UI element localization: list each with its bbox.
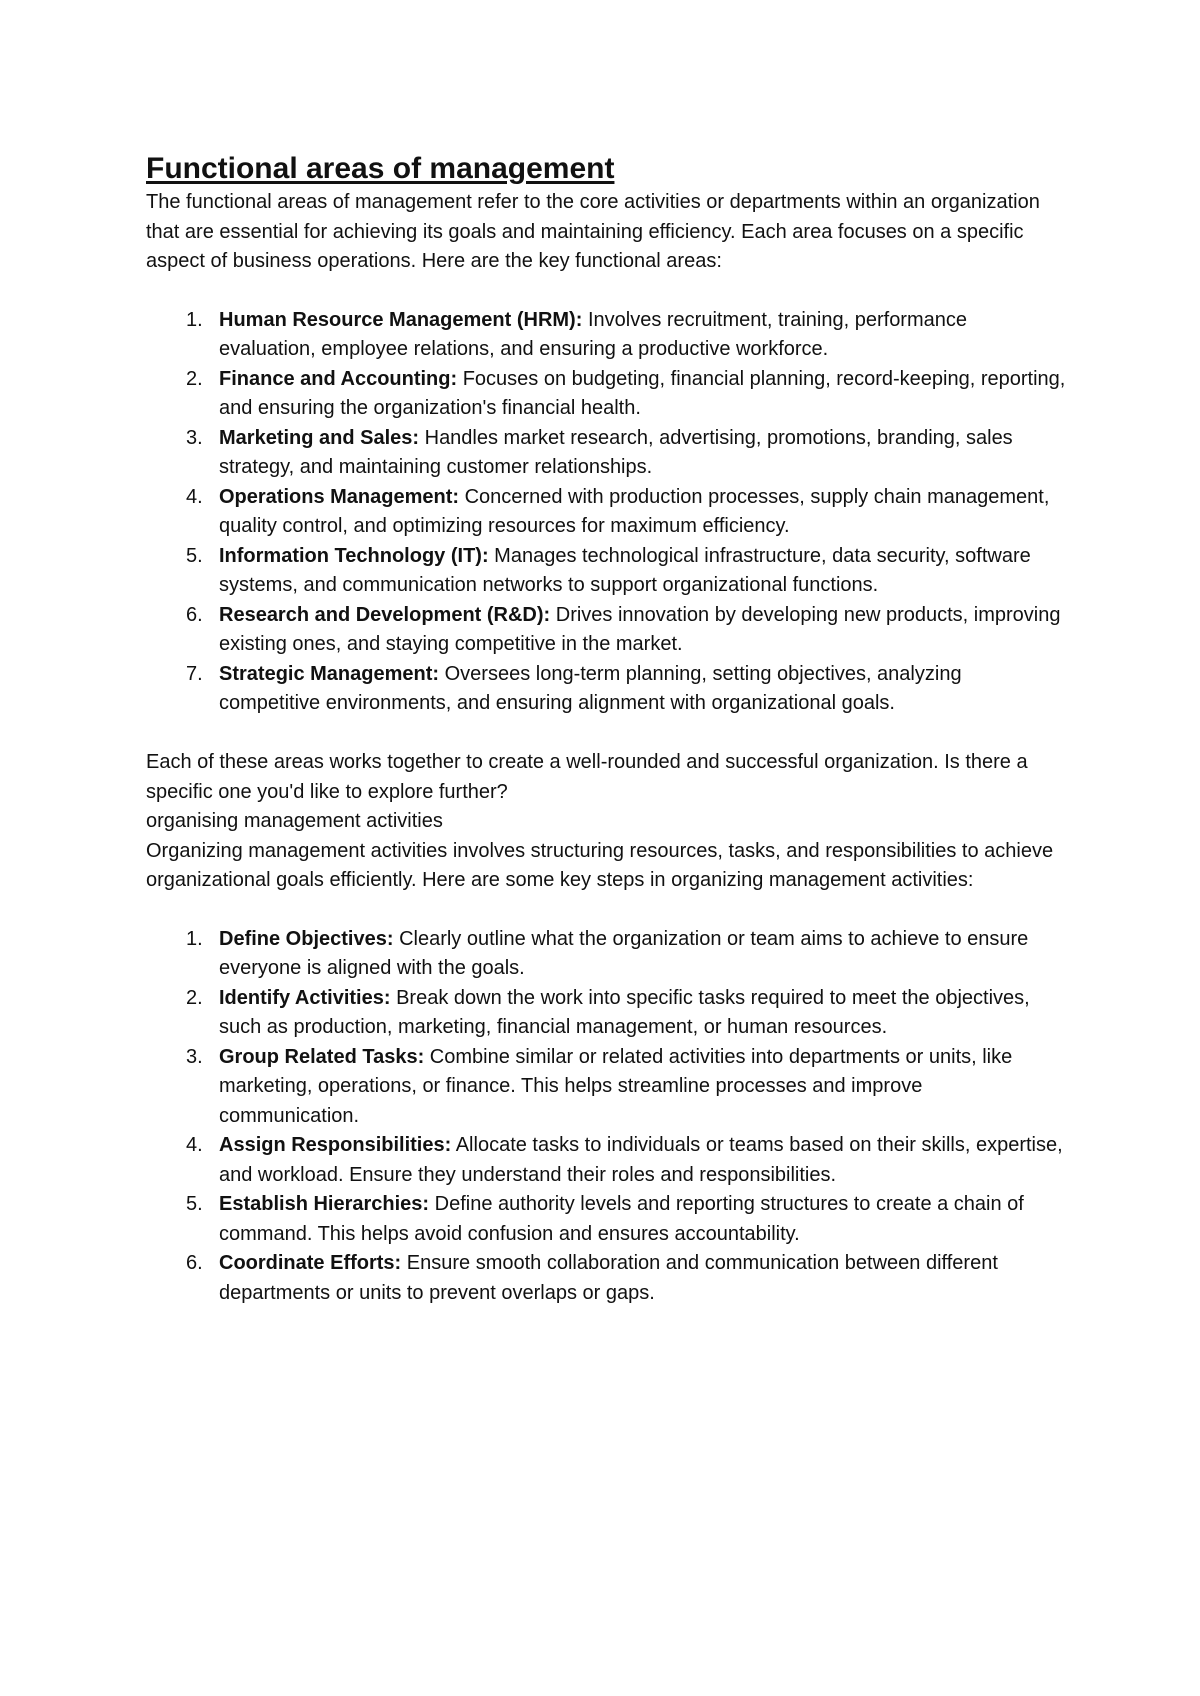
list-description: Clearly outline what the organization or team aims to achieve to ensure everyone is aligned with the goals. — [219, 927, 1029, 979]
list-number: 5. — [186, 1193, 203, 1215]
list-description: Concerned with production processes, supply chain management, quality control, and optimizing resources for maximum efficiency. — [219, 485, 1050, 537]
list-item — [146, 1043, 1066, 1132]
list-description: Combine similar or related activities into departments or units, like marketing, operations, or finance. This helps streamline processes and improve communication. — [219, 1045, 1013, 1127]
list-term: Human Resource Management (HRM): — [219, 308, 583, 331]
organizing-intro-paragraph: Organizing management activities involves structuring resources, tasks, and responsibilities to achieve organizational goals efficiently. Here are some key steps in organizing management activities: — [146, 839, 1054, 891]
closing-paragraph: Each of these areas works together to create a well-rounded and successful organization. Is there a specific one you'd like to explore further? — [146, 751, 1028, 803]
list-item — [146, 660, 1066, 719]
list-description: Allocate tasks to individuals or teams based on their skills, expertise, and workload. Ensure they understand their roles and responsibilities. — [219, 1134, 1063, 1186]
list-description: Manages technological infrastructure, data security, software systems, and communication networks to support organizational functions. — [219, 544, 1031, 596]
list-description: Oversees long-term planning, setting objectives, analyzing competitive environments, and ensuring alignment with organizational goals. — [219, 662, 962, 714]
list-item — [146, 1131, 1066, 1190]
list-number: 3. — [186, 426, 203, 449]
organizing-steps-list — [146, 925, 1066, 1309]
list-item — [146, 365, 1066, 424]
list-term: Information Technology (IT): — [219, 544, 489, 567]
list-number: 3. — [186, 1045, 203, 1068]
list-number: 7. — [186, 662, 203, 685]
intro-paragraph: The functional areas of management refer to the core activities or departments within an organization that are essential for achieving its goals and maintaining efficiency. Each area focuses on a specific aspect of business operations. Here are the key functional areas: — [146, 191, 1040, 272]
list-description: Define authority levels and reporting structures to create a chain of command. This helps avoid confusion and ensures accountability. — [219, 1193, 1024, 1245]
list-number: 2. — [186, 367, 203, 390]
list-item — [146, 984, 1066, 1043]
list-term: Define Objectives: — [219, 927, 394, 950]
list-term: Group Related Tasks: — [219, 1045, 425, 1068]
list-description: Drives innovation by developing new products, improving existing ones, and staying competitive in the market. — [219, 603, 1061, 655]
list-term: Marketing and Sales: — [219, 426, 420, 449]
list-item — [146, 424, 1066, 483]
list-term: Finance and Accounting: — [219, 367, 458, 390]
list-number: 4. — [186, 485, 203, 508]
list-description: Involves recruitment, training, performance evaluation, employee relations, and ensuring a productive workforce. — [219, 308, 967, 360]
list-description: Focuses on budgeting, financial planning, record-keeping, reporting, and ensuring the organization's financial health. — [219, 367, 1066, 419]
section-subheading: organising management activities — [146, 810, 443, 832]
list-description: Break down the work into specific tasks required to meet the objectives, such as production, marketing, financial management, or human resources. — [219, 986, 1030, 1038]
page-title: Functional areas of management — [146, 152, 615, 185]
list-item — [146, 601, 1066, 660]
list-number: 1. — [186, 927, 203, 950]
list-item — [146, 1190, 1066, 1249]
list-number: 6. — [186, 1252, 203, 1274]
list-number: 6. — [186, 603, 203, 626]
list-item — [146, 306, 1066, 365]
document-page — [146, 150, 1066, 1308]
list-term: Assign Responsibilities: — [219, 1134, 452, 1156]
list-item — [146, 1249, 1066, 1308]
list-term: Research and Development (R&D): — [219, 603, 551, 626]
list-term: Coordinate Efforts: — [219, 1252, 402, 1274]
list-number: 1. — [186, 308, 203, 331]
list-number: 2. — [186, 986, 203, 1009]
list-term: Identify Activities: — [219, 986, 391, 1009]
list-term: Establish Hierarchies: — [219, 1193, 430, 1215]
list-item — [146, 542, 1066, 601]
list-item — [146, 925, 1066, 984]
functional-areas-list — [146, 306, 1066, 719]
list-item — [146, 483, 1066, 542]
list-number: 4. — [186, 1134, 203, 1156]
list-description: Handles market research, advertising, promotions, branding, sales strategy, and maintaining customer relationships. — [219, 426, 1013, 478]
list-description: Ensure smooth collaboration and communication between different departments or units to prevent overlaps or gaps. — [219, 1252, 998, 1304]
list-number: 5. — [186, 544, 203, 567]
list-term: Operations Management: — [219, 485, 460, 508]
list-term: Strategic Management: — [219, 662, 440, 685]
spacer — [146, 719, 1066, 749]
